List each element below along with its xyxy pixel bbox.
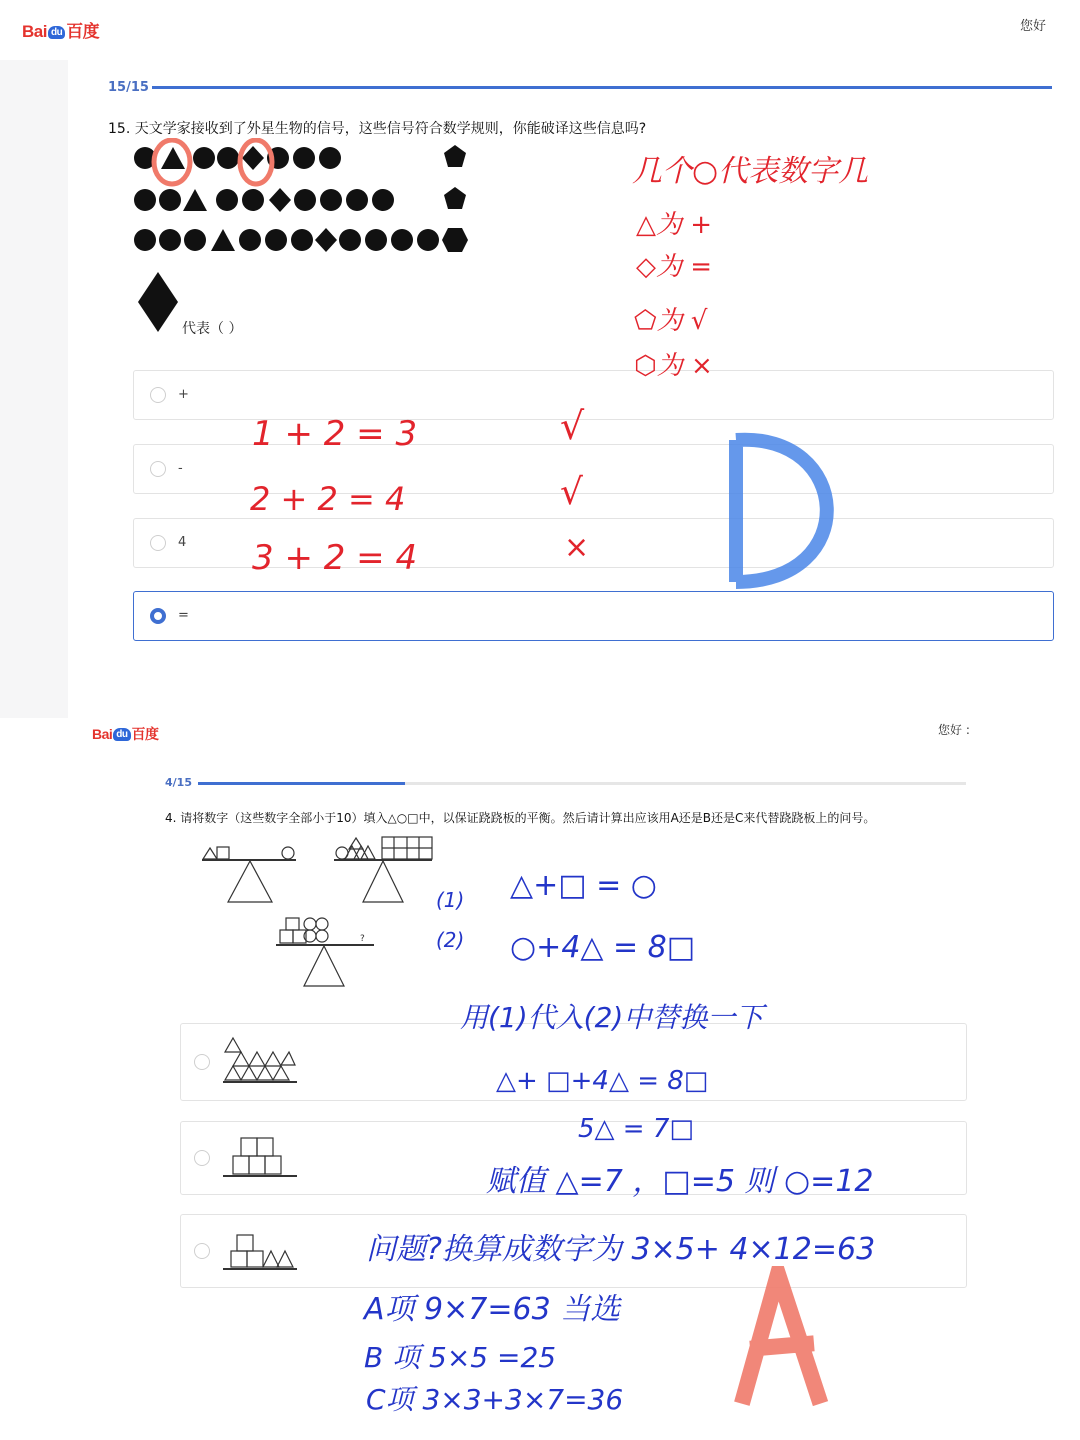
rule-triangle: △为 + <box>636 210 713 240</box>
greeting[interactable]: 您好 <box>1020 19 1047 34</box>
option-d-label: = <box>178 608 189 623</box>
rule-diamond: ◇为 = <box>636 252 713 282</box>
note-eq-2: ○+4△ = 8□ <box>510 930 696 965</box>
left-gutter <box>0 60 68 718</box>
option-b-label: - <box>178 461 183 476</box>
rule-pentagon: ⬠为 √ <box>634 306 708 336</box>
note-option-a: A项 9×7=63 当选 <box>364 1292 621 1327</box>
prompt-suffix: 代表（ ） <box>182 321 243 337</box>
progress-track-bottom <box>198 782 966 785</box>
answer-d-highlight <box>722 432 852 592</box>
baidu-logo[interactable]: Bai du 百度 <box>22 22 100 41</box>
greeting-bottom[interactable]: 您好 : <box>938 723 970 737</box>
note-eq-4: 5△ = 7□ <box>578 1114 694 1144</box>
progress-fill-bottom <box>198 782 405 785</box>
signal-symbols <box>128 138 478 338</box>
bottom-screenshot <box>0 718 1080 1440</box>
option-a-bottom-radio[interactable] <box>194 1054 210 1070</box>
equation-3: 3 + 2 = 4 <box>252 538 418 578</box>
question-text-bottom: 4. 请将数字（这些数字全部小于10）填入△○□中，以保证跷跷板的平衡。然后请计算出应该用A还是B还是C来代替跷跷板上的问号。 <box>165 811 876 825</box>
option-c-figure <box>221 1225 301 1275</box>
progress-track <box>152 86 1052 89</box>
mark-3: × <box>564 530 590 565</box>
option-b-bottom-radio[interactable] <box>194 1150 210 1166</box>
option-d-radio[interactable] <box>150 608 166 624</box>
option-c-radio[interactable] <box>150 535 166 551</box>
progress-fill <box>152 86 1052 89</box>
mark-2: √ <box>560 472 583 513</box>
option-c-label: 4 <box>178 535 187 550</box>
question-text: 15. 天文学家接收到了外星生物的信号，这些信号符合数学规则，你能破译这些信息吗? <box>108 121 647 137</box>
equation-2: 2 + 2 = 4 <box>250 480 406 518</box>
rule-hexagon: ⬡为 × <box>634 351 713 381</box>
option-a-figure <box>221 1032 301 1088</box>
progress-count: 15/15 <box>108 80 149 95</box>
note-option-b: B 项 5×5 =25 <box>364 1341 557 1374</box>
option-a-radio[interactable] <box>150 387 166 403</box>
option-a-label: + <box>178 387 189 402</box>
option-d[interactable] <box>133 591 1054 641</box>
equation-1: 1 + 2 = 3 <box>252 414 418 454</box>
rule-title: 几个○代表数字几 <box>632 154 869 189</box>
option-a[interactable] <box>133 370 1054 420</box>
note-1-label: (1) <box>436 888 465 912</box>
note-assign: 赋值 △=7 ，□=5 则 ○=12 <box>486 1164 874 1199</box>
answer-d-text <box>722 432 723 433</box>
note-substitute: 用(1)代入(2)中替换一下 <box>460 1001 764 1034</box>
answer-a-text <box>734 1266 735 1267</box>
baidu-logo-bottom[interactable]: Bai du 百度 <box>92 726 159 742</box>
seesaw-diagrams <box>196 834 446 994</box>
option-b-radio[interactable] <box>150 461 166 477</box>
left-gutter-bottom <box>0 718 68 1440</box>
note-eq-1: △+□ = ○ <box>510 868 657 903</box>
seesaw-question-mark: ? <box>360 934 365 944</box>
option-b-figure <box>221 1132 301 1182</box>
top-screenshot <box>0 0 1080 718</box>
note-2-label: (2) <box>436 928 465 952</box>
progress-count-bottom: 4/15 <box>165 776 192 789</box>
note-convert: 问题?换算成数字为 3×5+ 4×12=63 <box>366 1232 876 1267</box>
mark-1: √ <box>560 404 585 448</box>
answer-a-highlight <box>734 1266 830 1406</box>
note-eq-3: △+ □+4△ = 8□ <box>496 1066 709 1096</box>
option-c-bottom-radio[interactable] <box>194 1243 210 1259</box>
note-option-c: C项 3×3+3×7=36 <box>366 1383 624 1416</box>
